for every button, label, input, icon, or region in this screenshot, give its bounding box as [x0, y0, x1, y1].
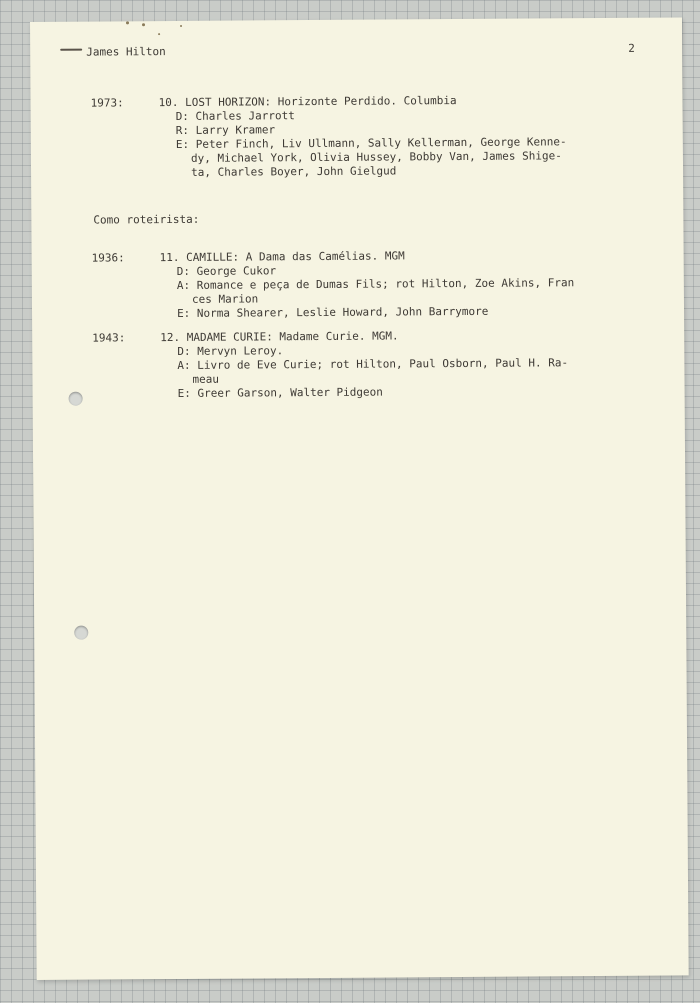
punch-hole — [74, 626, 88, 640]
entry-cast: E: Greer Garson, Walter Pidgeon — [177, 385, 383, 400]
entry-cast: E: Norma Shearer, Leslie Howard, John Barrymore — [176, 304, 489, 320]
entry-title: 10. LOST HORIZON: Horizonte Perdido. Columbia — [158, 94, 457, 110]
entry-adaptation: A: Livro de Eve Curie; rot Hilton, Paul Osborn, Paul H. Ra- — [177, 356, 569, 372]
entry-producer: R: Larry Kramer — [175, 123, 276, 137]
entry-year: 1936: — [91, 251, 125, 265]
entry-adaptation: A: Romance e peça de Dumas Fils; rot Hilton, Zoe Akins, Fran — [176, 276, 575, 292]
entry-director: D: Mervyn Leroy. — [177, 344, 284, 358]
paper-speck — [142, 23, 145, 26]
page-number: 2 — [628, 41, 635, 55]
entry-cast-continued: ta, Charles Boyer, John Gielgud — [191, 164, 397, 179]
entry-cast-continued: dy, Michael York, Olivia Hussey, Bobby Van, James Shige- — [190, 149, 562, 165]
paper-speck — [158, 33, 160, 35]
entry-year: 1943: — [92, 331, 126, 345]
header-dash-mark — [60, 49, 82, 51]
typed-page — [30, 17, 689, 980]
entry-cast: E: Peter Finch, Liv Ullmann, Sally Kellerman, George Kenne- — [175, 135, 567, 151]
paper-speck — [180, 25, 182, 27]
entry-adaptation-continued: meau — [192, 372, 220, 386]
entry-adaptation-continued: ces Marion — [191, 292, 259, 306]
section-heading: Como roteirista: — [93, 212, 200, 227]
entry-director: D: George Cukor — [176, 264, 277, 278]
punch-hole — [69, 392, 83, 406]
entry-title: 11. CAMILLE: A Dama das Camélias. MGM — [159, 249, 405, 265]
running-header: James Hilton — [86, 45, 166, 59]
entry-director: D: Charles Jarrott — [175, 109, 295, 123]
entry-title: 12. MADAME CURIE: Madame Curie. MGM. — [160, 329, 399, 345]
entry-year: 1973: — [90, 96, 124, 110]
paper-speck — [126, 21, 129, 24]
